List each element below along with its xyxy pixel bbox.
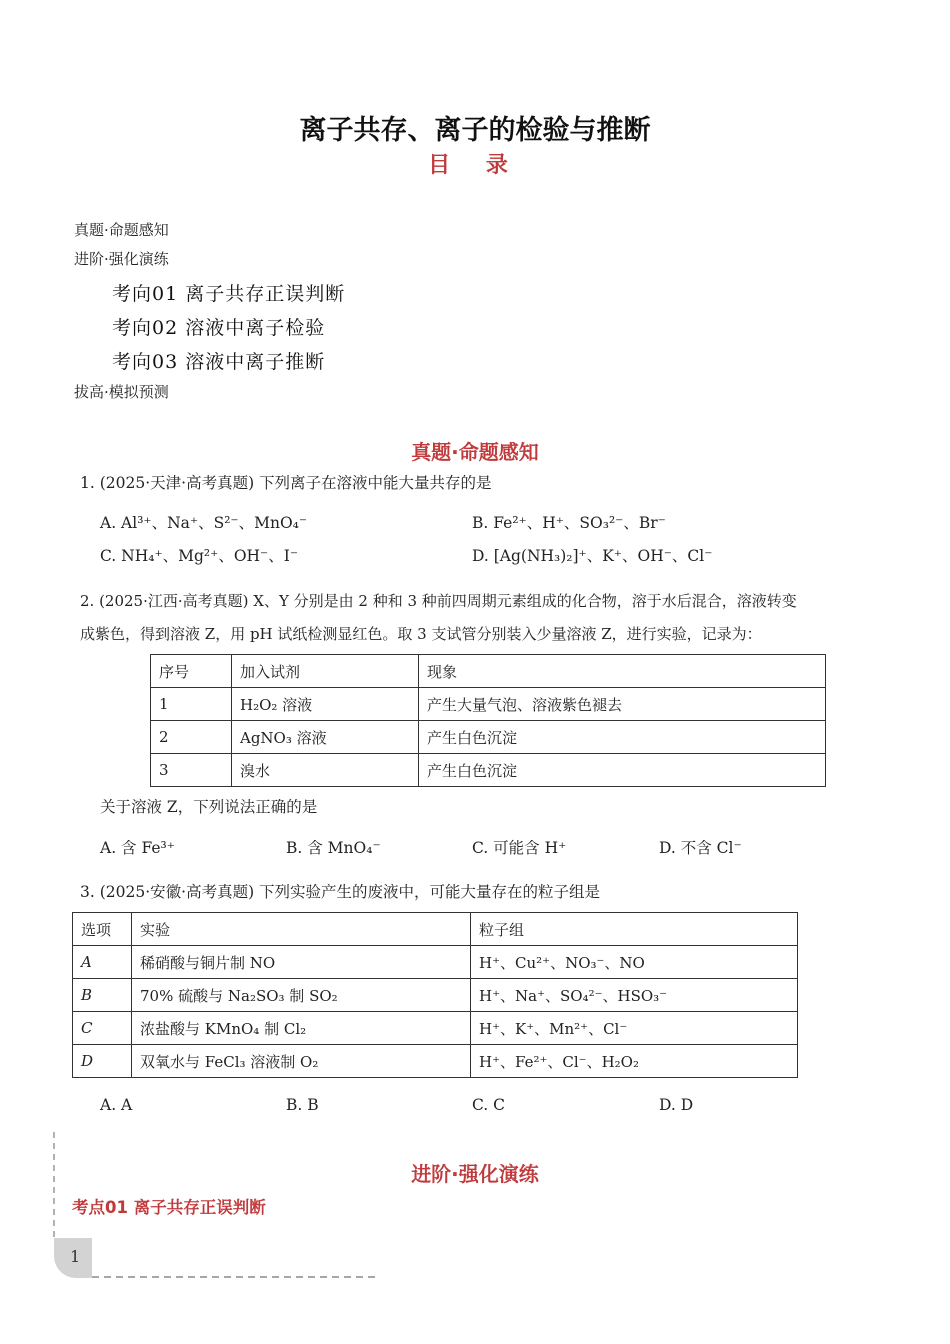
kaodian-heading: 考点01 离子共存正误判断 — [72, 1198, 266, 1217]
table-cell: AgNO₃ 溶液 — [232, 721, 419, 754]
question-3-option-c[interactable]: C. C — [472, 1096, 506, 1114]
question-2-option-c[interactable]: C. 可能含 H⁺ — [472, 839, 567, 857]
question-2-ask: 关于溶液 Z，下列说法正确的是 — [100, 798, 318, 816]
question-3-option-d[interactable]: D. D — [659, 1096, 694, 1114]
table-cell: H⁺、Fe²⁺、Cl⁻、H₂O₂ — [471, 1045, 798, 1078]
table-cell: 1 — [151, 688, 232, 721]
toc-item-zhenti[interactable]: 真题·命题感知 — [74, 221, 169, 239]
table-cell: 产生白色沉淀 — [419, 754, 826, 787]
table-cell: 产生大量气泡、溶液紫色褪去 — [419, 688, 826, 721]
toc-heading: 目 录 — [428, 153, 522, 178]
table-header-cell: 选项 — [73, 913, 132, 946]
table-cell: C — [73, 1012, 132, 1045]
table-cell: A — [73, 946, 132, 979]
question-3-option-b[interactable]: B. B — [286, 1096, 319, 1114]
question-2-option-a[interactable]: A. 含 Fe³⁺ — [100, 839, 175, 857]
section-heading-zhenti: 真题·命题感知 — [411, 440, 539, 464]
table-cell: 双氧水与 FeCl₃ 溶液制 O₂ — [132, 1045, 471, 1078]
table-cell: H⁺、Cu²⁺、NO₃⁻、NO — [471, 946, 798, 979]
table-cell: 浓盐酸与 KMnO₄ 制 Cl₂ — [132, 1012, 471, 1045]
question-1-option-d[interactable]: D. [Ag(NH₃)₂]⁺、K⁺、OH⁻、Cl⁻ — [472, 547, 713, 565]
question-1-option-b[interactable]: B. Fe²⁺、H⁺、SO₃²⁻、Br⁻ — [472, 514, 666, 532]
table-cell: D — [73, 1045, 132, 1078]
question-2-option-b[interactable]: B. 含 MnO₄⁻ — [286, 839, 381, 857]
question-2-stem-line2: 成紫色，得到溶液 Z，用 pH 试纸检测显红色。取 3 支试管分别装入少量溶液 Z，进行实验，记录为： — [80, 625, 762, 643]
table-header-cell: 序号 — [151, 655, 232, 688]
toc-item-bagao[interactable]: 拔高·模拟预测 — [74, 383, 169, 401]
page-title: 离子共存、离子的检验与推断 — [299, 115, 651, 146]
table-cell: B — [73, 979, 132, 1012]
question-2-option-d[interactable]: D. 不含 Cl⁻ — [659, 839, 742, 857]
table-cell: 3 — [151, 754, 232, 787]
toc-sub-kaoxiang-03[interactable]: 考向03 溶液中离子推断 — [112, 351, 326, 373]
table-cell: 稀硝酸与铜片制 NO — [132, 946, 471, 979]
question-1-option-a[interactable]: A. Al³⁺、Na⁺、S²⁻、MnO₄⁻ — [100, 514, 308, 532]
table-header-cell: 现象 — [419, 655, 826, 688]
question-1-option-c[interactable]: C. NH₄⁺、Mg²⁺、OH⁻、I⁻ — [100, 547, 299, 565]
table-header-cell: 实验 — [132, 913, 471, 946]
table-header-cell: 粒子组 — [471, 913, 798, 946]
table-cell: 产生白色沉淀 — [419, 721, 826, 754]
table-cell: 溴水 — [232, 754, 419, 787]
table-cell: 2 — [151, 721, 232, 754]
question-1-stem: 1. (2025·天津·高考真题) 下列离子在溶液中能大量共存的是 — [80, 474, 492, 492]
toc-sub-kaoxiang-01[interactable]: 考向01 离子共存正误判断 — [112, 283, 346, 305]
page-number: 1 — [70, 1247, 81, 1266]
table-cell: H⁺、K⁺、Mn²⁺、Cl⁻ — [471, 1012, 798, 1045]
question-3-option-a[interactable]: A. A — [100, 1096, 133, 1114]
table-header-cell: 加入试剂 — [232, 655, 419, 688]
question-3-stem: 3. (2025·安徽·高考真题) 下列实验产生的废液中，可能大量存在的粒子组是 — [80, 883, 601, 901]
section-heading-jinjie: 进阶·强化演练 — [411, 1162, 539, 1186]
toc-sub-kaoxiang-02[interactable]: 考向02 溶液中离子检验 — [112, 317, 326, 339]
question-2-stem-line1: 2. (2025·江西·高考真题) X、Y 分别是由 2 种和 3 种前四周期元素组成的化合物，溶于水后混合，溶液转变 — [80, 592, 797, 610]
toc-item-jinjie[interactable]: 进阶·强化演练 — [74, 250, 169, 268]
table-cell: H₂O₂ 溶液 — [232, 688, 419, 721]
table-cell: H⁺、Na⁺、SO₄²⁻、HSO₃⁻ — [471, 979, 798, 1012]
table-cell: 70% 硫酸与 Na₂SO₃ 制 SO₂ — [132, 979, 471, 1012]
